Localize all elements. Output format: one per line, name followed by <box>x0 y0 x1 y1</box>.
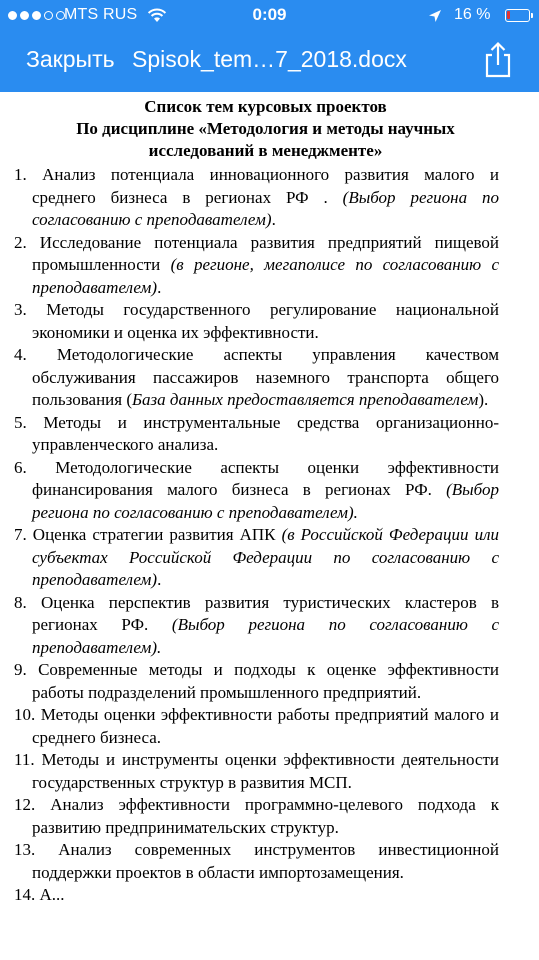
topic-tail: ). <box>478 390 489 409</box>
nav-bar <box>0 32 539 92</box>
document-title <box>14 96 499 162</box>
topic-item <box>14 457 499 525</box>
topic-item <box>14 839 499 884</box>
status-bar <box>0 0 539 32</box>
topic-text: 4. Методологические аспекты управления качеством обслуживания пассажиров наземного транспорта общего пользования ( <box>14 345 499 409</box>
topic-text: 10. Методы оценки эффективности работы предприятий малого и среднего бизнеса. <box>14 705 499 747</box>
topic-item <box>14 344 499 412</box>
topic-text: 3. Методы государственного регулирование национальной экономики и оценка их эффективности. <box>14 300 499 342</box>
topic-note: (Выбор региона по согласованию с преподавателем). <box>32 480 499 522</box>
document-title-line-2: По дисциплине «Методология и методы научных исследований в менеджменте» <box>76 119 455 160</box>
battery-icon <box>505 9 530 22</box>
topic-tail: . <box>157 570 162 589</box>
topic-item <box>14 884 499 907</box>
topic-text: 5. Методы и инструментальные средства организационно-управленческого анализа. <box>14 412 499 454</box>
topic-item <box>14 412 499 457</box>
topic-text: 8. Оценка перспектив развития туристических кластеров в регионах РФ. <box>14 592 499 634</box>
location-arrow-icon <box>428 9 442 23</box>
share-icon <box>480 40 516 80</box>
file-title: Spisok_tem…7_2018.docx <box>132 46 407 72</box>
topic-item <box>14 299 499 344</box>
topic-item <box>14 164 499 232</box>
share-button[interactable] <box>480 40 516 80</box>
document-viewer[interactable] <box>0 92 539 960</box>
topic-text: 14. А... <box>14 885 65 904</box>
topic-text: 12. Анализ эффективности программно-целевого подхода к развитию предпринимательских структур. <box>14 795 499 837</box>
topic-item <box>14 704 499 749</box>
topic-item <box>14 749 499 794</box>
battery-percent: 16 % <box>454 6 491 23</box>
topic-text: 11. Методы и инструменты оценки эффективности деятельности государственных структур в развития МСП. <box>14 750 499 792</box>
topic-tail: . <box>157 277 162 297</box>
topic-item <box>14 232 499 300</box>
topic-text: 2. Исследование потенциала развития предприятий пищевой промышленности <box>14 232 499 274</box>
status-time: 0:09 <box>252 5 287 24</box>
battery-level <box>507 11 510 19</box>
topic-text: 7. Оценка стратегии развития АПК <box>14 525 282 544</box>
topic-text: 1. Анализ потенциала инновационного развития малого и среднего бизнеса в регионах РФ . <box>14 165 499 207</box>
topic-note: (в Российской Федерации или субъектах Российской Федерации по согласованию с преподавателем) <box>32 525 500 589</box>
topic-note: База данных предоставляется преподавателем <box>132 390 479 409</box>
topic-note: (в регионе, мегаполисе по согласованию с преподавателем) <box>32 255 500 297</box>
topic-text: 6. Методологические аспекты оценки эффективности финансирования малого бизнеса в регионах РФ. <box>14 457 499 499</box>
carrier-name: MTS RUS <box>64 6 138 23</box>
topic-item <box>14 524 499 592</box>
top-chrome <box>0 0 539 92</box>
document-title-line-1: Список тем курсовых проектов <box>144 97 387 116</box>
topic-item <box>14 659 499 704</box>
topic-list <box>14 164 499 907</box>
topic-tail: . <box>271 210 276 229</box>
topic-text: 9. Современные методы и подходы к оценке эффективности работы подразделений промышленного предприятий. <box>14 660 499 702</box>
topic-text: 13. Анализ современных инструментов инвестиционной поддержки проектов в области импортозамещения. <box>14 840 499 882</box>
close-button[interactable]: Закрыть <box>26 46 115 72</box>
topic-item <box>14 592 499 660</box>
topic-note: (Выбор региона по согласованию с преподавателем). <box>32 615 499 657</box>
topic-item <box>14 794 499 839</box>
topic-note: (Выбор региона по согласованию с преподавателем) <box>32 187 499 229</box>
